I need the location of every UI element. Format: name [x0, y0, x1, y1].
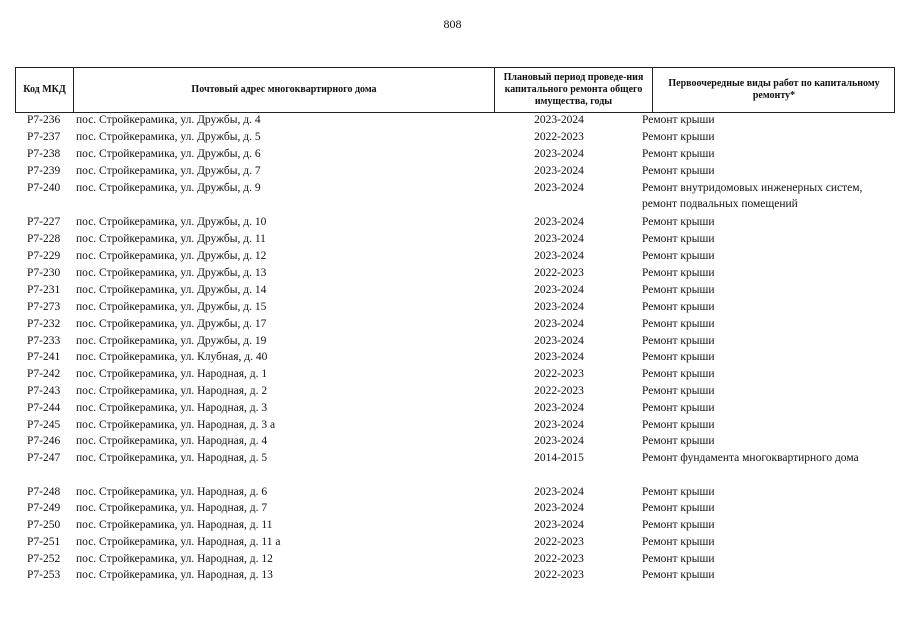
cell-code: Р7-237 — [27, 131, 61, 143]
header-works: Первоочередные виды работ по капитальному ремонту* — [668, 78, 880, 101]
header-period: Плановый период проведе-ния капитального ремонта общего имущества, годы — [495, 68, 653, 112]
table-row — [0, 214, 905, 230]
cell-code: Р7-241 — [27, 351, 61, 363]
cell-period: 2023-2024 — [534, 486, 584, 498]
cell-address: пос. Стройкерамика, ул. Народная, д. 5 — [76, 452, 268, 464]
header-address: Почтовый адрес многоквартирного дома — [74, 68, 495, 112]
cell-period: 2022-2023 — [534, 131, 584, 143]
cell-period: 2023-2024 — [534, 335, 584, 347]
cell-code: Р7-250 — [27, 519, 61, 531]
cell-period: 2023-2024 — [534, 519, 584, 531]
cell-period: 2022-2023 — [534, 569, 584, 581]
cell-code: Р7-240 — [27, 182, 61, 194]
cell-code: Р7-238 — [27, 148, 61, 160]
cell-code: Р7-230 — [27, 267, 61, 279]
table-row — [0, 316, 905, 332]
table-row — [0, 433, 905, 449]
table-row — [0, 333, 905, 349]
cell-address: пос. Стройкерамика, ул. Дружбы, д. 15 — [76, 301, 267, 313]
cell-works: Ремонт крыши — [642, 502, 715, 514]
cell-code: Р7-248 — [27, 486, 61, 498]
cell-period: 2023-2024 — [534, 216, 584, 228]
cell-works: Ремонт крыши — [642, 284, 715, 296]
cell-address: пос. Стройкерамика, ул. Народная, д. 2 — [76, 385, 268, 397]
table-header — [15, 67, 895, 113]
cell-address: пос. Стройкерамика, ул. Клубная, д. 40 — [76, 351, 268, 363]
cell-works: Ремонт крыши — [642, 486, 715, 498]
cell-period: 2022-2023 — [534, 267, 584, 279]
cell-period: 2023-2024 — [534, 114, 584, 126]
cell-address: пос. Стройкерамика, ул. Народная, д. 6 — [76, 486, 268, 498]
cell-code: Р7-245 — [27, 419, 61, 431]
cell-address: пос. Стройкерамика, ул. Дружбы, д. 17 — [76, 318, 267, 330]
cell-works: Ремонт крыши — [642, 301, 715, 313]
cell-period: 2014-2015 — [534, 452, 584, 464]
cell-period: 2023-2024 — [534, 182, 584, 194]
cell-address: пос. Стройкерамика, ул. Народная, д. 1 — [76, 368, 268, 380]
table-row — [0, 417, 905, 433]
cell-works: Ремонт крыши — [642, 402, 715, 414]
table-row — [0, 484, 905, 500]
cell-code: Р7-251 — [27, 536, 61, 548]
table-row — [0, 299, 905, 315]
cell-code: Р7-236 — [27, 114, 61, 126]
cell-address: пос. Стройкерамика, ул. Дружбы, д. 12 — [76, 250, 267, 262]
header-code: Код МКД — [16, 68, 74, 112]
cell-address: пос. Стройкерамика, ул. Дружбы, д. 7 — [76, 165, 261, 177]
cell-period: 2022-2023 — [534, 536, 584, 548]
cell-period: 2023-2024 — [534, 318, 584, 330]
cell-code: Р7-242 — [27, 368, 61, 380]
cell-code: Р7-227 — [27, 216, 61, 228]
cell-period: 2023-2024 — [534, 502, 584, 514]
cell-address: пос. Стройкерамика, ул. Дружбы, д. 5 — [76, 131, 261, 143]
cell-works: Ремонт крыши — [642, 385, 715, 397]
cell-period: 2023-2024 — [534, 165, 584, 177]
cell-works: Ремонт внутридомовых инженерных систем, — [642, 182, 863, 194]
cell-address: пос. Стройкерамика, ул. Народная, д. 3 — [76, 402, 268, 414]
cell-works: Ремонт крыши — [642, 250, 715, 262]
cell-works: Ремонт крыши — [642, 165, 715, 177]
cell-period: 2023-2024 — [534, 233, 584, 245]
table-row — [0, 112, 905, 128]
table-row — [0, 500, 905, 516]
table-row — [0, 450, 905, 466]
cell-address: пос. Стройкерамика, ул. Народная, д. 12 — [76, 553, 273, 565]
table-row — [0, 265, 905, 281]
table-row — [0, 282, 905, 298]
table-row — [0, 231, 905, 247]
table-row — [0, 349, 905, 365]
cell-code: Р7-252 — [27, 553, 61, 565]
cell-works: Ремонт крыши — [642, 519, 715, 531]
cell-works: Ремонт крыши — [642, 569, 715, 581]
cell-address: пос. Стройкерамика, ул. Дружбы, д. 19 — [76, 335, 267, 347]
cell-works: Ремонт крыши — [642, 216, 715, 228]
cell-period: 2022-2023 — [534, 368, 584, 380]
cell-period: 2023-2024 — [534, 284, 584, 296]
cell-code: Р7-233 — [27, 335, 61, 347]
cell-works: Ремонт крыши — [642, 267, 715, 279]
cell-code: Р7-228 — [27, 233, 61, 245]
table-row — [0, 517, 905, 533]
cell-works: Ремонт крыши — [642, 536, 715, 548]
cell-address: пос. Стройкерамика, ул. Народная, д. 4 — [76, 435, 268, 447]
cell-works-line2: ремонт подвальных помещений — [642, 198, 798, 210]
table-row — [0, 146, 905, 162]
cell-works: Ремонт крыши — [642, 318, 715, 330]
cell-works: Ремонт крыши — [642, 351, 715, 363]
table-row — [0, 366, 905, 382]
cell-period: 2022-2023 — [534, 385, 584, 397]
table-row — [0, 567, 905, 583]
cell-works: Ремонт крыши — [642, 335, 715, 347]
page-number: 808 — [443, 17, 462, 31]
cell-period: 2022-2023 — [534, 553, 584, 565]
cell-works: Ремонт фундамента многоквартирного дома — [642, 452, 859, 464]
cell-address: пос. Стройкерамика, ул. Дружбы, д. 13 — [76, 267, 267, 279]
table-row — [0, 383, 905, 399]
cell-period: 2023-2024 — [534, 148, 584, 160]
table-row — [0, 534, 905, 550]
cell-address: пос. Стройкерамика, ул. Народная, д. 11 а — [76, 536, 281, 548]
cell-address: пос. Стройкерамика, ул. Дружбы, д. 4 — [76, 114, 261, 126]
cell-address: пос. Стройкерамика, ул. Народная, д. 7 — [76, 502, 268, 514]
cell-period: 2023-2024 — [534, 301, 584, 313]
cell-address: пос. Стройкерамика, ул. Дружбы, д. 6 — [76, 148, 261, 160]
cell-address: пос. Стройкерамика, ул. Дружбы, д. 14 — [76, 284, 267, 296]
table-row — [0, 129, 905, 145]
cell-works: Ремонт крыши — [642, 233, 715, 245]
cell-code: Р7-232 — [27, 318, 61, 330]
cell-address: пос. Стройкерамика, ул. Народная, д. 3 а — [76, 419, 276, 431]
cell-code: Р7-249 — [27, 502, 61, 514]
cell-code: Р7-246 — [27, 435, 61, 447]
cell-works: Ремонт крыши — [642, 114, 715, 126]
cell-period: 2023-2024 — [534, 419, 584, 431]
table-row — [0, 400, 905, 416]
cell-works: Ремонт крыши — [642, 435, 715, 447]
cell-period: 2023-2024 — [534, 402, 584, 414]
cell-address: пос. Стройкерамика, ул. Народная, д. 11 — [76, 519, 273, 531]
cell-works: Ремонт крыши — [642, 553, 715, 565]
table-row — [0, 163, 905, 179]
cell-address: пос. Стройкерамика, ул. Дружбы, д. 10 — [76, 216, 267, 228]
cell-works: Ремонт крыши — [642, 131, 715, 143]
cell-period: 2023-2024 — [534, 435, 584, 447]
cell-code: Р7-247 — [27, 452, 61, 464]
cell-code: Р7-243 — [27, 385, 61, 397]
cell-address: пос. Стройкерамика, ул. Дружбы, д. 11 — [76, 233, 266, 245]
cell-code: Р7-229 — [27, 250, 61, 262]
cell-code: Р7-253 — [27, 569, 61, 581]
table-row — [0, 180, 905, 212]
cell-code: Р7-244 — [27, 402, 61, 414]
cell-works: Ремонт крыши — [642, 368, 715, 380]
cell-code: Р7-231 — [27, 284, 61, 296]
cell-code: Р7-273 — [27, 301, 61, 313]
cell-works: Ремонт крыши — [642, 419, 715, 431]
cell-period: 2023-2024 — [534, 351, 584, 363]
cell-period: 2023-2024 — [534, 250, 584, 262]
cell-address: пос. Стройкерамика, ул. Народная, д. 13 — [76, 569, 273, 581]
table-row — [0, 551, 905, 567]
table-row — [0, 248, 905, 264]
cell-code: Р7-239 — [27, 165, 61, 177]
cell-address: пос. Стройкерамика, ул. Дружбы, д. 9 — [76, 182, 261, 194]
cell-works: Ремонт крыши — [642, 148, 715, 160]
